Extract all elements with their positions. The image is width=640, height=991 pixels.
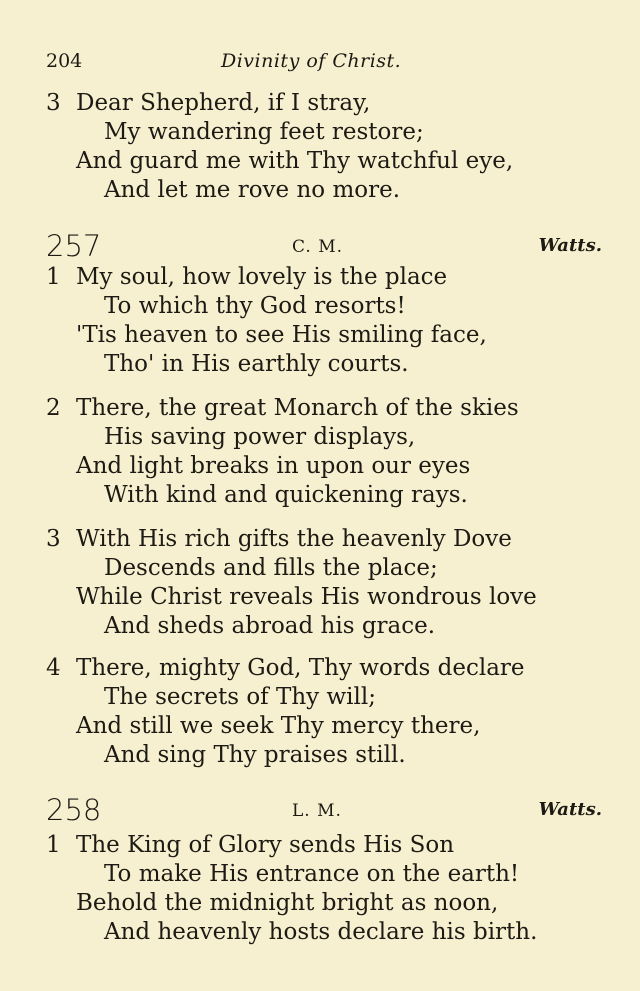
hymn-header: [46, 793, 602, 825]
verse-line: His saving power displays,: [104, 424, 416, 450]
verse-line: The secrets of Thy will;: [104, 684, 376, 710]
verse-line: And sing Thy praises still.: [104, 742, 406, 768]
verse-line: With His rich gifts the heavenly Dove: [76, 526, 512, 552]
stanza-number: 1: [46, 264, 61, 290]
verse-line: While Christ reveals His wondrous love: [76, 584, 537, 610]
verse-line: And sheds abroad his grace.: [104, 613, 436, 639]
running-title: Divinity of Christ.: [221, 50, 402, 72]
stanza-number: 4: [46, 655, 61, 681]
verse-line: And light breaks in upon our eyes: [76, 453, 471, 479]
verse-line: There, the great Monarch of the skies: [76, 395, 519, 421]
verse-line: 'Tis heaven to see His smiling face,: [76, 322, 487, 348]
verse-line: And guard me with Thy watchful eye,: [76, 148, 514, 174]
hymn-meter: L. M.: [292, 801, 342, 821]
hymn-meter: C. M.: [292, 237, 344, 257]
verse-line: To make His entrance on the earth!: [104, 861, 520, 887]
verse-line: And let me rove no more.: [104, 177, 401, 203]
verse-line: Dear Shepherd, if I stray,: [76, 90, 371, 116]
verse-line: Behold the midnight bright as noon,: [76, 890, 499, 916]
stanza-number: 3: [46, 526, 61, 552]
verse-line: Tho' in His earthly courts.: [104, 351, 409, 377]
verse-line: To which thy God resorts!: [104, 293, 406, 319]
hymn-header: [46, 229, 602, 261]
page-number: 204: [46, 50, 83, 72]
verse-line: With kind and quickening rays.: [104, 482, 468, 508]
hymn-author: Watts.: [538, 799, 602, 820]
verse-line: Descends and fills the place;: [104, 555, 438, 581]
hymn-number: 258: [46, 793, 102, 827]
verse-line: And heavenly hosts declare his birth.: [104, 919, 538, 945]
page-header: [46, 50, 596, 76]
hymn-number: 257: [46, 229, 102, 263]
hymn-author: Watts.: [538, 235, 602, 256]
stanza-number: 2: [46, 395, 61, 421]
stanza-number: 1: [46, 832, 61, 858]
verse-line: The King of Glory sends His Son: [76, 832, 455, 858]
verse-line: And still we seek Thy mercy there,: [76, 713, 481, 739]
verse-line: There, mighty God, Thy words declare: [76, 655, 525, 681]
verse-line: My wandering feet restore;: [104, 119, 424, 145]
stanza-number: 3: [46, 90, 61, 116]
verse-line: My soul, how lovely is the place: [76, 264, 448, 290]
